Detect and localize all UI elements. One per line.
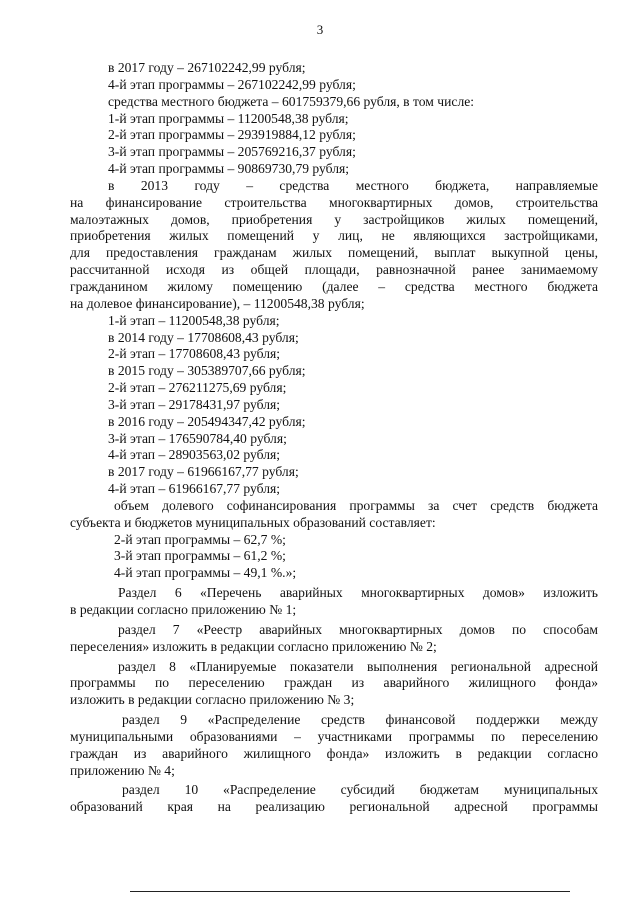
text-line: 4-й этап программы – 90869730,79 рубля;	[108, 161, 350, 177]
text-line: 2-й этап – 276211275,69 рубля;	[108, 380, 287, 396]
text-line: субъекта и бюджетов муниципальных образований составляет:	[70, 514, 436, 530]
text-line: 3-й этап программы – 205769216,37 рубля;	[108, 144, 356, 160]
text-line: граждан из аварийного жилищного фонда» изложить в редакции согласно	[70, 745, 598, 761]
text-line: в 2017 году – 267102242,99 рубля;	[108, 60, 306, 75]
page-bottom-rule	[130, 891, 570, 892]
text-line: 1-й этап программы – 11200548,38 рубля;	[108, 110, 349, 126]
text-line: объем долевого софинансирования программы за счет средств бюджета	[114, 497, 598, 513]
text-line: муниципальными образованиями – участниками программы по переселению	[70, 728, 598, 744]
text-line: раздел 7 «Реестр аварийных многоквартирных домов по способам	[118, 621, 598, 637]
text-line: 3-й этап программы – 61,2 %;	[114, 548, 286, 564]
text-line: 3-й этап – 29178431,97 рубля;	[108, 396, 281, 412]
text-line: 4-й этап – 28903563,02 рубля;	[108, 447, 281, 463]
page-number: 3	[316, 22, 324, 37]
text-line: изложить в редакции согласно приложению № 3;	[70, 692, 355, 708]
text-line: приобретения жилых помещений у лиц, не являющихся застройщиками,	[70, 228, 598, 244]
text-line: 2-й этап – 17708608,43 рубля;	[108, 346, 281, 362]
text-line: в редакции согласно приложению № 1;	[70, 602, 297, 617]
text-line: переселения» изложить в редакции согласно приложению № 2;	[70, 638, 437, 654]
document-body	[70, 60, 598, 816]
text-line: в 2015 году – 305389707,66 рубля;	[108, 363, 306, 379]
text-line: малоэтажных домов, приобретения у застройщиков жилых помещений,	[70, 211, 598, 227]
text-line: раздел 9 «Распределение средств финансовой поддержки между	[122, 712, 598, 728]
text-line: раздел 10 «Распределение субсидий бюджетам муниципальных	[122, 782, 598, 798]
text-line: 4-й этап – 61966167,77 рубля;	[108, 481, 281, 497]
text-line: раздел 8 «Планируемые показатели выполнения региональной адресной	[118, 658, 598, 674]
text-line: на долевое финансирование), – 11200548,38 рубля;	[70, 295, 365, 311]
text-line: 4-й этап программы – 267102242,99 рубля;	[108, 76, 356, 92]
text-line: 3-й этап – 176590784,40 рубля;	[108, 430, 287, 446]
text-line: образований края на реализацию региональной адресной программы	[70, 799, 598, 815]
text-line: средства местного бюджета – 601759379,66 рубля, в том числе:	[108, 93, 475, 109]
text-line: 2-й этап программы – 293919884,12 рубля;	[108, 127, 356, 143]
text-line: приложению № 4;	[70, 762, 175, 778]
text-line: рассчитанной исходя из общей площади, равнозначной ранее занимаемому	[70, 262, 598, 278]
text-line: в 2017 году – 61966167,77 рубля;	[108, 464, 299, 480]
text-line: в 2014 году – 17708608,43 рубля;	[108, 329, 299, 345]
text-line: для предоставления гражданам жилых помещений, выплат выкупной цены,	[70, 245, 598, 261]
text-line: 4-й этап программы – 49,1 %.»;	[114, 565, 297, 581]
text-line: в 2016 году – 205494347,42 рубля;	[108, 413, 306, 429]
text-line: на финансирование строительства многоквартирных домов, строительства	[70, 194, 598, 210]
text-line: Раздел 6 «Перечень аварийных многоквартирных домов» изложить	[118, 585, 598, 601]
text-line: гражданином жилому помещению (далее – средства местного бюджета	[70, 278, 598, 294]
text-line: 2-й этап программы – 62,7 %;	[114, 531, 286, 547]
text-line: 1-й этап – 11200548,38 рубля;	[108, 312, 280, 328]
text-line: программы по переселению граждан из аварийного жилищного фонда»	[70, 675, 598, 691]
text-line: в 2013 году – средства местного бюджета, направляемые	[108, 177, 598, 193]
